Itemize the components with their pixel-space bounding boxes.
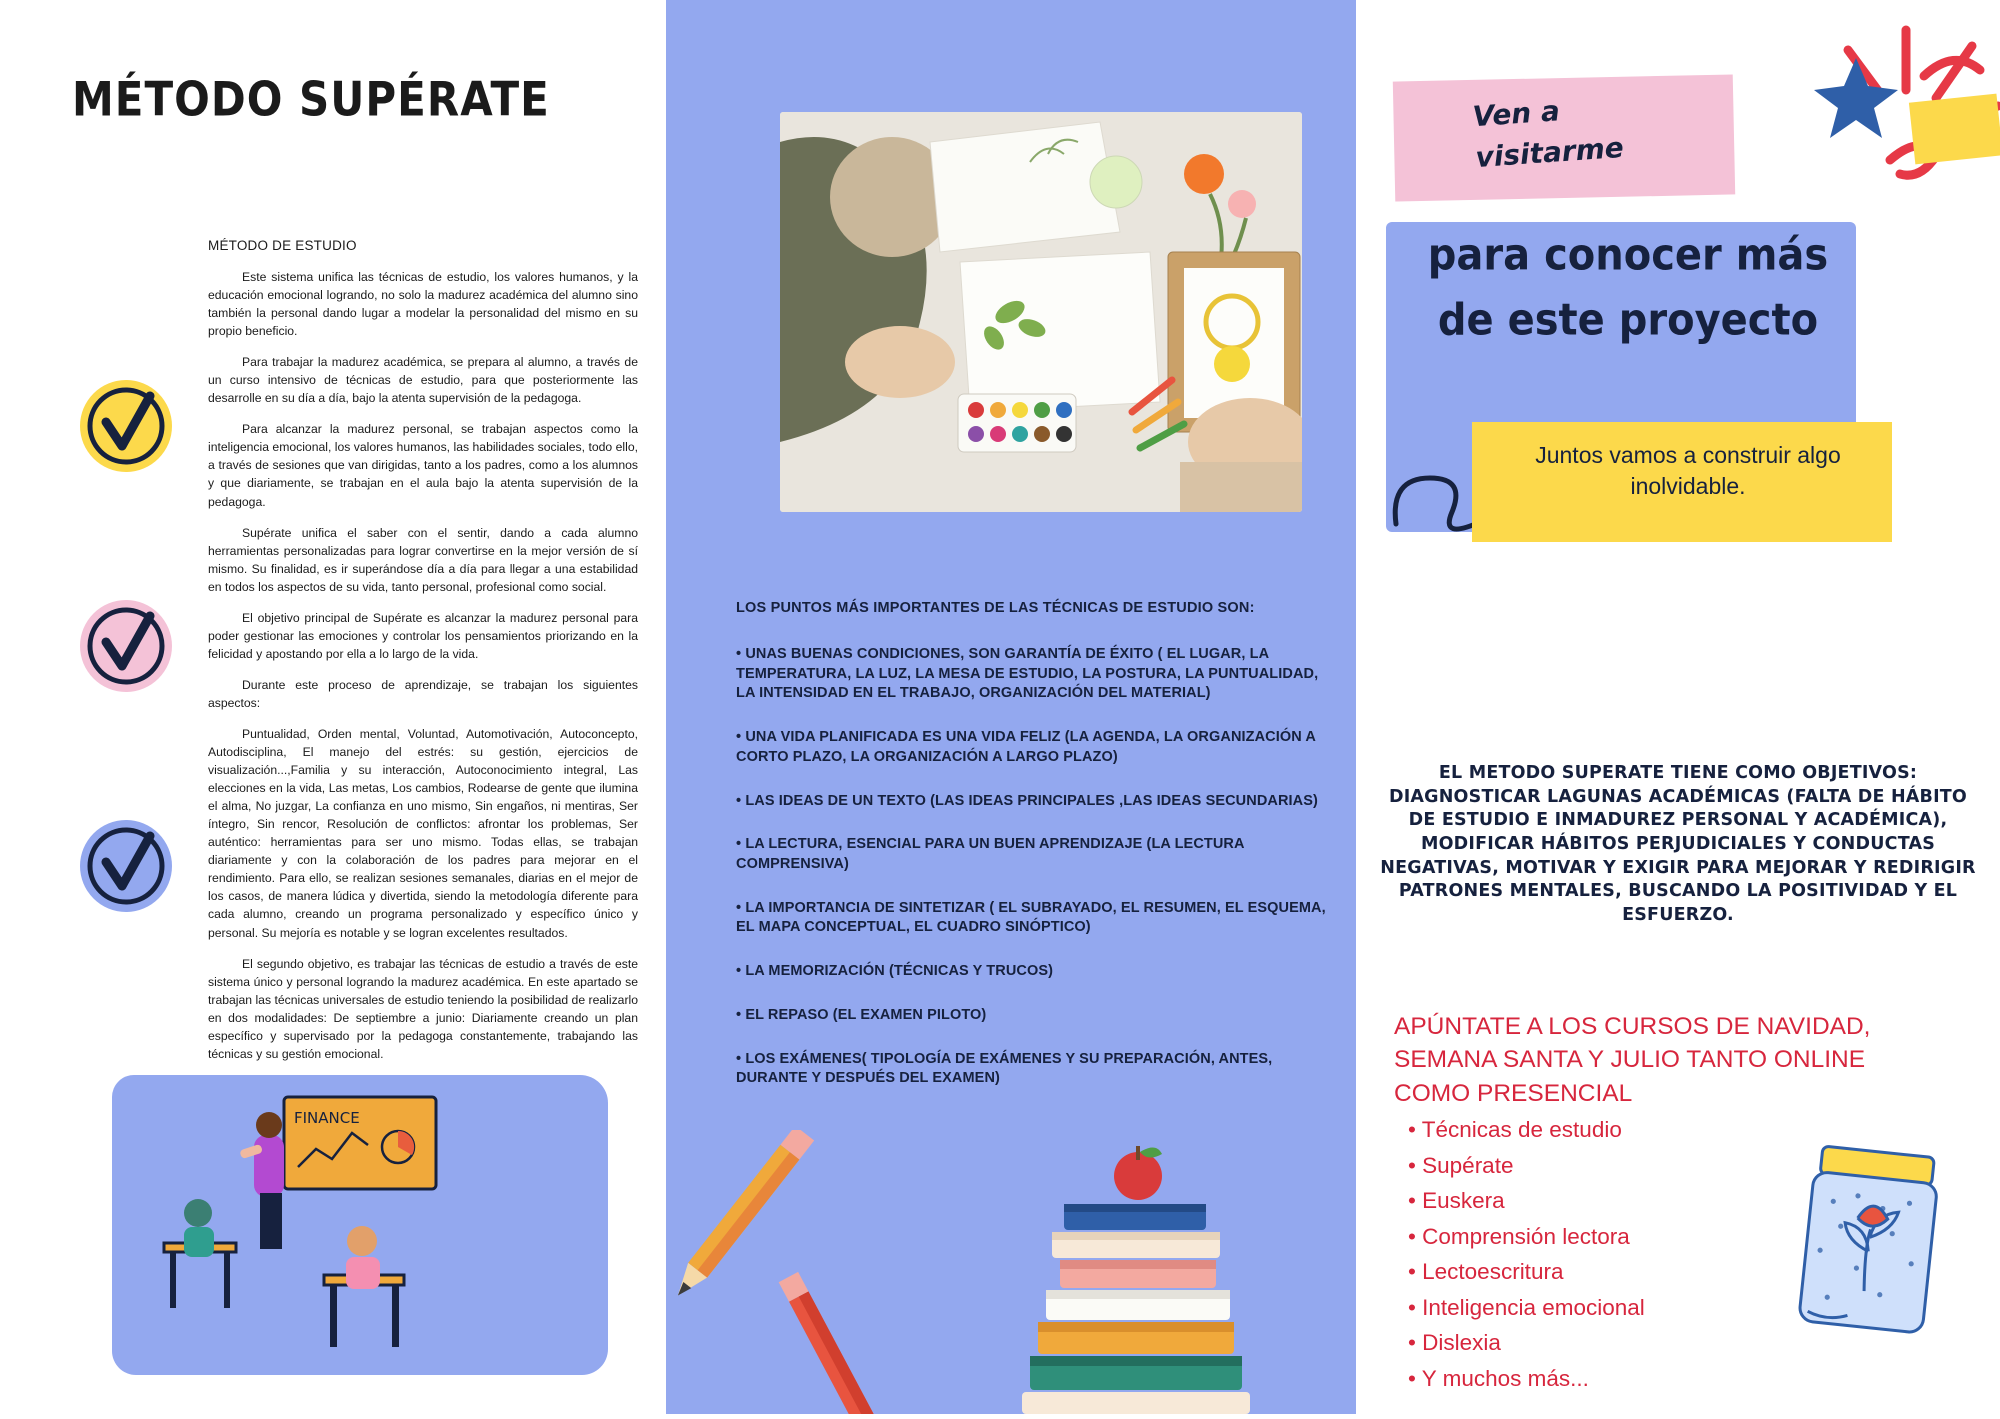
- check-circle-icon: [76, 814, 176, 918]
- classroom-illustration: [112, 1075, 608, 1375]
- panel-left: [0, 0, 666, 1414]
- workshop-photo: [780, 112, 1302, 512]
- list-item: • Comprensión lectora: [1408, 1219, 1645, 1255]
- list-item: • LAS IDEAS DE UN TEXTO (LAS IDEAS PRINCIPALES ,LAS IDEAS SECUNDARIAS): [736, 792, 1341, 812]
- paragraph: El segundo objetivo, es trabajar las técnicas de estudio a través de este sistema único y personal logrando la madurez académica. En este apartado se trabajan las técnicas universales de estudio teniendo la posibilidad de realizarlo en dos modalidades: De septiembre a junio: Diariamente creando un plan específico y supervisado por la pedagoga constantemente, trabajando las técnicas y su gestión emocional.: [208, 956, 638, 1061]
- paragraph: Este sistema unifica las técnicas de estudio, los valores humanos, y la educación emocional logrando, no solo la madurez académica del alumno sino también la personal dando lugar a modelar la personalidad del mismo en su propio beneficio.: [208, 270, 638, 339]
- list-item: • LA IMPORTANCIA DE SINTETIZAR ( EL SUBRAYADO, EL RESUMEN, EL ESQUEMA, EL MAPA CONCEPTUAL, EL CUADRO SINÓPTICO): [736, 899, 1341, 938]
- list-item: • Y muchos más...: [1408, 1361, 1645, 1397]
- paragraph: Durante este proceso de aprendizaje, se trabajan los siguientes aspectos:: [208, 677, 638, 710]
- panel-right: [1356, 0, 2000, 1414]
- teacher-figure: [239, 1112, 284, 1249]
- list-item: • Inteligencia emocional: [1408, 1290, 1645, 1326]
- pencils-and-books: [666, 1130, 1356, 1414]
- list-item: • EL REPASO (EL EXAMEN PILOTO): [736, 1006, 1341, 1026]
- list-item: • LA LECTURA, ESENCIAL PARA UN BUEN APRENDIZAJE (LA LECTURA COMPRENSIVA): [736, 835, 1341, 874]
- panel-middle: [666, 0, 1356, 1414]
- paragraph: Supérate unifica el saber con el sentir, dando a cada alumno herramientas personalizadas para lograr convertirse en la mejor versión de sí mismo. Su finalidad, es ir superándose día a día para llegar a una estabilidad en todos los aspectos de su vida, tanto personal, profesional como social.: [208, 525, 638, 594]
- page-title: MÉTODO SUPÉRATE: [72, 72, 550, 128]
- check-circle-icon: [76, 374, 176, 478]
- confetti-burst-icon: [1786, 10, 2000, 220]
- courses-list: [1408, 1112, 1645, 1396]
- paragraph: Para trabajar la madurez académica, se prepara al alumno, a través de un curso intensivo de técnicas de estudio, para que posteriormente las desarrolle en su día a día, bajo la atenta supervisión de la pedagoga.: [208, 355, 638, 406]
- paragraph: Para alcanzar la madurez personal, se trabajan aspectos como la inteligencia emocional, los valores humanos, las habilidades sociales, todo ello, a través de sesiones que van dirigidas, tanto a los padres, como a los alumnos y que diariamente, se trabajan en el aula bajo la atenta supervisión de la pedagoga.: [208, 422, 638, 509]
- list-item: • Dislexia: [1408, 1325, 1645, 1361]
- courses-heading: APÚNTATE A LOS CURSOS DE NAVIDAD, SEMANA SANTA Y JULIO TANTO ONLINE COMO PRESENCIAL: [1394, 1013, 1871, 1107]
- list-item: • LOS EXÁMENES( TIPOLOGÍA DE EXÁMENES Y SU PREPARACIÓN, ANTES, DURANTE Y DESPUÉS DEL EXAMEN): [736, 1050, 1341, 1089]
- check-badge-yellow: [80, 380, 172, 472]
- check-badge-blue: [80, 820, 172, 912]
- svg-text:FINANCE: FINANCE: [294, 1109, 360, 1127]
- student-right: [324, 1226, 404, 1347]
- list-item: • Lectoescritura: [1408, 1254, 1645, 1290]
- list-item: • LA MEMORIZACIÓN (TÉCNICAS Y TRUCOS): [736, 962, 1341, 982]
- list-item: • UNAS BUENAS CONDICIONES, SON GARANTÍA DE ÉXITO ( EL LUGAR, LA TEMPERATURA, LA LUZ, LA MESA DE ESTUDIO, LA POSTURA, LA PUNTUALIDAD, LA INTENSIDAD EN EL TRABAJO, ORGANIZACIÓN DEL MATERIAL): [736, 645, 1341, 704]
- points-title: LOS PUNTOS MÁS IMPORTANTES DE LAS TÉCNICAS DE ESTUDIO SON:: [736, 600, 1255, 616]
- section-subheading: MÉTODO DE ESTUDIO: [208, 238, 357, 253]
- apple-icon: [1114, 1146, 1162, 1200]
- objectives-text: EL METODO SUPERATE TIENE COMO OBJETIVOS: DIAGNOSTICAR LAGUNAS ACADÉMICAS (FALTA DE HÁBITO DE ESTUDIO E INMADUREZ PERSONAL Y ACADÉMICA), MODIFICAR HÁBITOS PERJUDICIALES Y CONDUCTAS NEGATIVAS, MOTIVAR Y EXIGIR PARA MEJORAR Y REDIRIGIR PATRONES MENTALES, BUSCANDO LA POSITIVIDAD Y EL ESFUERZO.: [1380, 763, 1976, 925]
- invite-main-text: para conocer más de este proyecto: [1427, 230, 1829, 346]
- list-item: • Técnicas de estudio: [1408, 1112, 1645, 1148]
- photo-illustration: [780, 112, 1302, 512]
- list-item: • Euskera: [1408, 1183, 1645, 1219]
- paragraph: El objetivo principal de Supérate es alcanzar la madurez personal para poder gestionar las emociones y controlar los pensamientos priorizando en la felicidad y apostando por ella a lo largo de la vida.: [208, 610, 638, 661]
- list-item: • UNA VIDA PLANIFICADA ES UNA VIDA FELIZ (LA AGENDA, LA ORGANIZACIÓN A CORTO PLAZO, LA ORGANIZACIÓN A LARGO PLAZO): [736, 728, 1341, 767]
- student-left: [164, 1199, 236, 1308]
- paragraph: Puntualidad, Orden mental, Voluntad, Automotivación, Autoconcepto, Autodisciplina, El manejo del estrés: su gestión, ejercicios de visualización...,Familia y su interacción, Autoconocimiento integral, Las elecciones en la vida, Las metas, Los cambios, Rodearse de gente que ilumina el alma, No juzgar, La confianza en uno mismo, Sin engaños, ni mentiras, Ser íntegro, Sin rencor, Resolución de conflictos: afrontar los problemas, Ser auténtico: herramientas para ser uno mismo. Todas ellas, se trabajan diariamente y con la colaboración de los padres para mejorar en el rendimiento. Para ello, se realizan sesiones semanales, diarias en el mejor de los casos, de manera lúdica y divertida, siendo la metodología diferente para cada alumno, creando un programa personalizado y específico único y personal. Su mejoría es notable y se logran excelentes resultados.: [208, 726, 638, 940]
- pencil-icon: [779, 1272, 889, 1414]
- invite-line-1: Ven a: [1471, 94, 1561, 134]
- classroom-scene: [112, 1075, 608, 1375]
- left-body-copy: [208, 268, 638, 1076]
- check-badge-pink: [80, 600, 172, 692]
- book-stack-icon: [1022, 1204, 1250, 1414]
- invite-handwritten: [1471, 87, 1625, 178]
- flower-jar-icon: [1786, 1120, 1966, 1350]
- points-list: [736, 645, 1341, 1113]
- check-circle-icon: [76, 594, 176, 698]
- middle-illustrations: [666, 1130, 1356, 1414]
- invite-line-2: visitarme: [1474, 130, 1625, 174]
- list-item: • Supérate: [1408, 1148, 1645, 1184]
- note-yellow-text: Juntos vamos a construir algo inolvidable.: [1535, 442, 1841, 500]
